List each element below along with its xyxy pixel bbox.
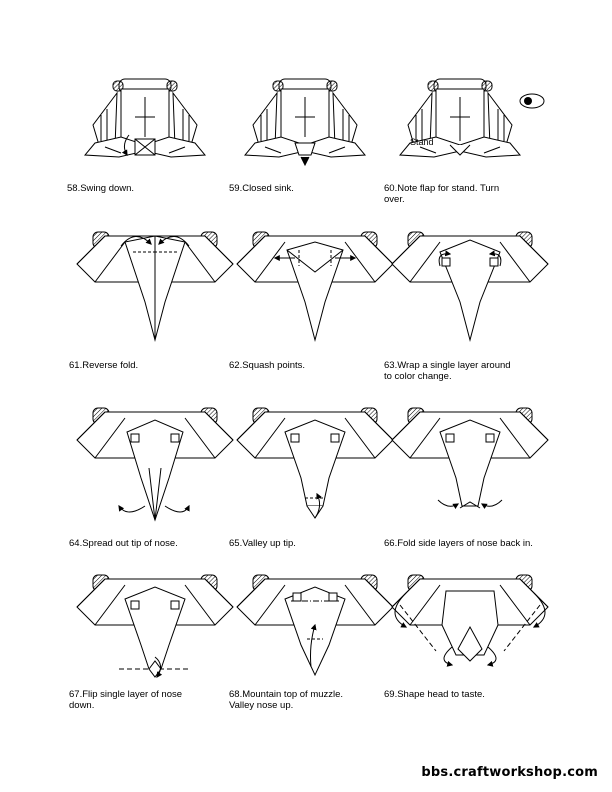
caption-61: 61.Reverse fold. xyxy=(69,360,139,371)
step-58-diagram xyxy=(55,75,235,215)
caption-66: 66.Fold side layers of nose back in. xyxy=(384,538,533,549)
step-62-diagram xyxy=(225,222,405,362)
caption-59: 59.Closed sink. xyxy=(229,183,294,194)
caption-63: 63.Wrap a single layer around to color change. xyxy=(384,360,511,382)
step-62 xyxy=(225,222,405,402)
step-69 xyxy=(380,565,560,745)
step-67-diagram xyxy=(65,565,245,705)
stand-label: Stand xyxy=(410,137,434,147)
step-61-diagram xyxy=(65,222,245,362)
step-67 xyxy=(65,565,245,745)
footer-site-url: bbs.craftworkshop.com xyxy=(421,765,598,780)
caption-64: 64.Spread out tip of nose. xyxy=(69,538,178,549)
caption-62: 62.Squash points. xyxy=(229,360,306,371)
step-65-diagram xyxy=(225,398,405,538)
caption-58: 58.Swing down. xyxy=(67,183,135,194)
caption-68: 68.Mountain top of muzzle. Valley nose up. xyxy=(229,689,344,711)
caption-67: 67.Flip single layer of nose down. xyxy=(69,689,183,711)
step-63 xyxy=(380,222,560,402)
caption-60: 60.Note flap for stand. Turn over. xyxy=(384,183,500,205)
step-65 xyxy=(225,398,405,578)
caption-65: 65.Valley up tip. xyxy=(229,538,296,549)
step-68 xyxy=(225,565,405,745)
step-59-diagram xyxy=(215,75,395,215)
turn-over-icon xyxy=(520,94,544,108)
step-61 xyxy=(65,222,245,402)
step-69-diagram xyxy=(380,565,560,705)
step-64-diagram xyxy=(65,398,245,538)
caption-69: 69.Shape head to taste. xyxy=(384,689,485,700)
step-66-diagram xyxy=(380,398,560,538)
step-64 xyxy=(65,398,245,578)
step-68-diagram xyxy=(225,565,405,705)
step-66 xyxy=(380,398,560,578)
step-63-diagram xyxy=(380,222,560,362)
